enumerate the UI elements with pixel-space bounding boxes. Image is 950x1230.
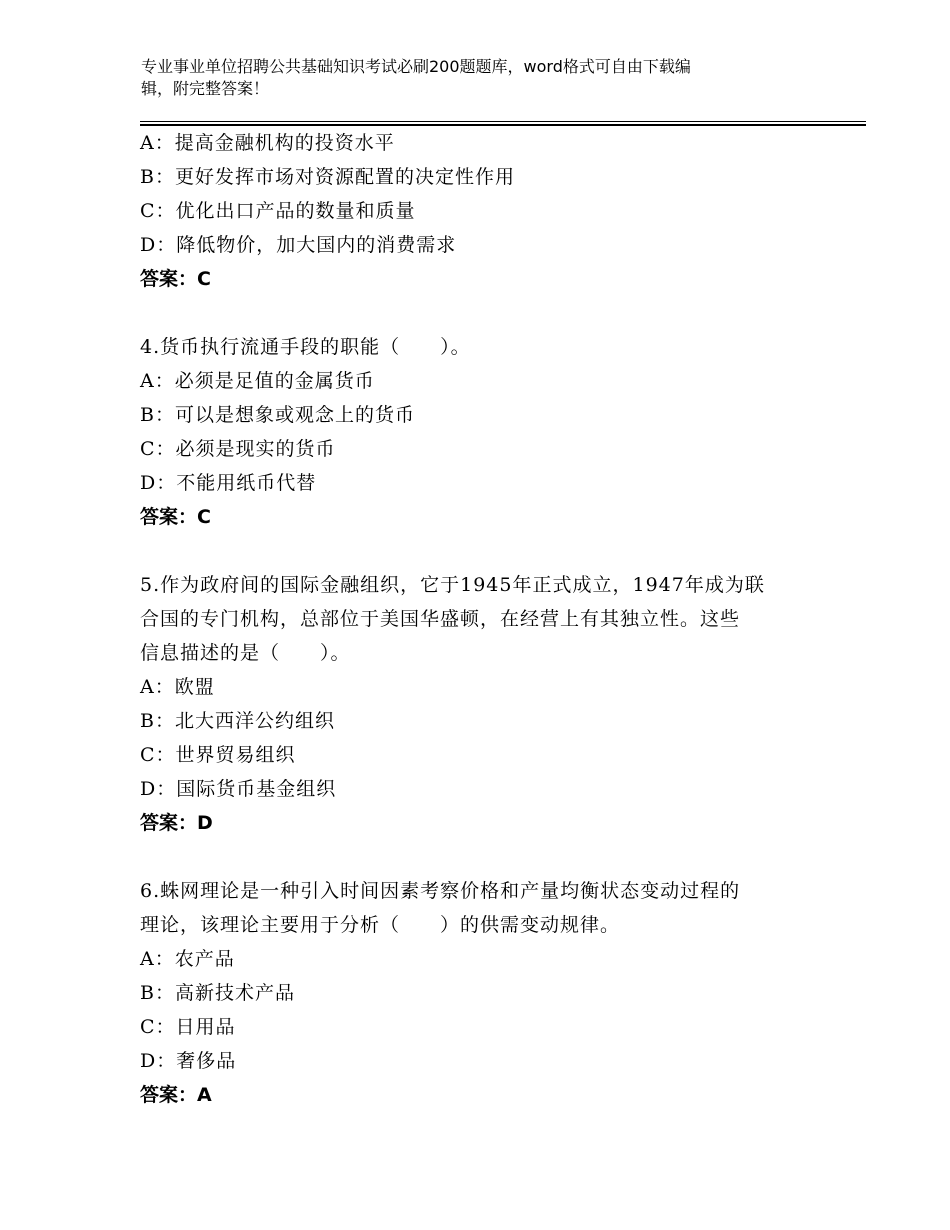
option-d: D：奢侈品 [140,1050,237,1072]
spacer [140,296,860,330]
page-header [141,56,861,100]
option-c: C：日用品 [140,1016,236,1038]
option-a: A：必须是足值的金属货币 [140,370,375,392]
option-d: D：国际货币基金组织 [140,778,337,800]
option-b: B：高新技术产品 [140,982,295,1004]
option-a: A：提高金融机构的投资水平 [140,132,395,154]
option-d: D：降低物价，加大国内的消费需求 [140,234,457,256]
option-b: B：可以是想象或观念上的货币 [140,404,415,426]
option-c: C：优化出口产品的数量和质量 [140,200,416,222]
answer: 答案：D [140,812,213,834]
question-stem-line-3: 信息描述的是（ ）。 [140,642,351,664]
spacer [140,534,860,568]
header-divider-thin [140,121,866,122]
header-line-2: 辑，附完整答案！ [141,79,270,98]
question-stem: 4.货币执行流通手段的职能（ ）。 [140,336,471,358]
question-stem-line-1: 6.蛛网理论是一种引入时间因素考察价格和产量均衡状态变动过程的 [140,880,741,902]
question-stem-line-1: 5.作为政府间的国际金融组织，它于1945年正式成立，1947年成为联 [140,574,765,596]
header-line-1: 专业事业单位招聘公共基础知识考试必刷200题题库，word格式可自由下载编 [141,57,691,76]
option-b: B：更好发挥市场对资源配置的决定性作用 [140,166,515,188]
question-5 [140,568,860,840]
question-stem-line-2: 合国的专门机构，总部位于美国华盛顿，在经营上有其独立性。这些 [140,608,741,630]
option-b: B：北大西洋公约组织 [140,710,335,732]
question-list [140,126,860,1112]
option-c: C：世界贸易组织 [140,744,296,766]
question-6 [140,874,860,1112]
answer: 答案：C [140,268,211,290]
option-a: A：欧盟 [140,676,215,698]
spacer [140,840,860,874]
option-c: C：必须是现实的货币 [140,438,336,460]
option-d: D：不能用纸币代替 [140,472,317,494]
question-3 [140,126,860,296]
answer: 答案：C [140,506,211,528]
option-a: A：农产品 [140,948,235,970]
question-4 [140,330,860,534]
answer: 答案：A [140,1084,212,1106]
question-stem-line-2: 理论，该理论主要用于分析（ ）的供需变动规律。 [140,914,621,936]
